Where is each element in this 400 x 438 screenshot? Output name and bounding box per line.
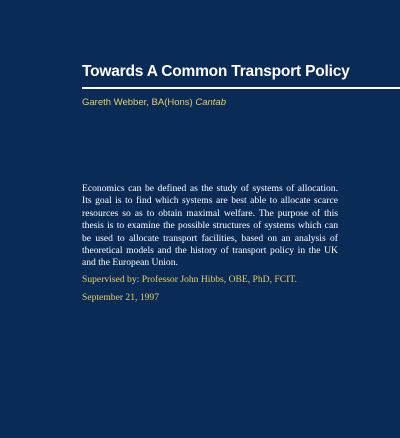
author-qualification: Cantab xyxy=(195,97,226,108)
title-underline-rule xyxy=(82,87,400,89)
supervisor-line: Supervised by: Professor John Hibbs, OBE, PhD, FCIT. xyxy=(82,274,297,285)
abstract-paragraph: Economics can be defined as the study of systems of allocation. Its goal is to find which systems are best able to allocate scarce resources so as to obtain maximal welfare. The purpose of this thesis is to examine the possible structures of systems which can be used to allocate transport facilities, based on an analysis of theoretical models and the history of transport policy in the UK and the European Union. xyxy=(82,183,338,269)
document-date: September 21, 1997 xyxy=(82,292,160,303)
author-line xyxy=(82,97,226,108)
document-title: Towards A Common Transport Policy xyxy=(82,63,350,80)
author-name: Gareth Webber, BA(Hons) xyxy=(82,97,193,108)
